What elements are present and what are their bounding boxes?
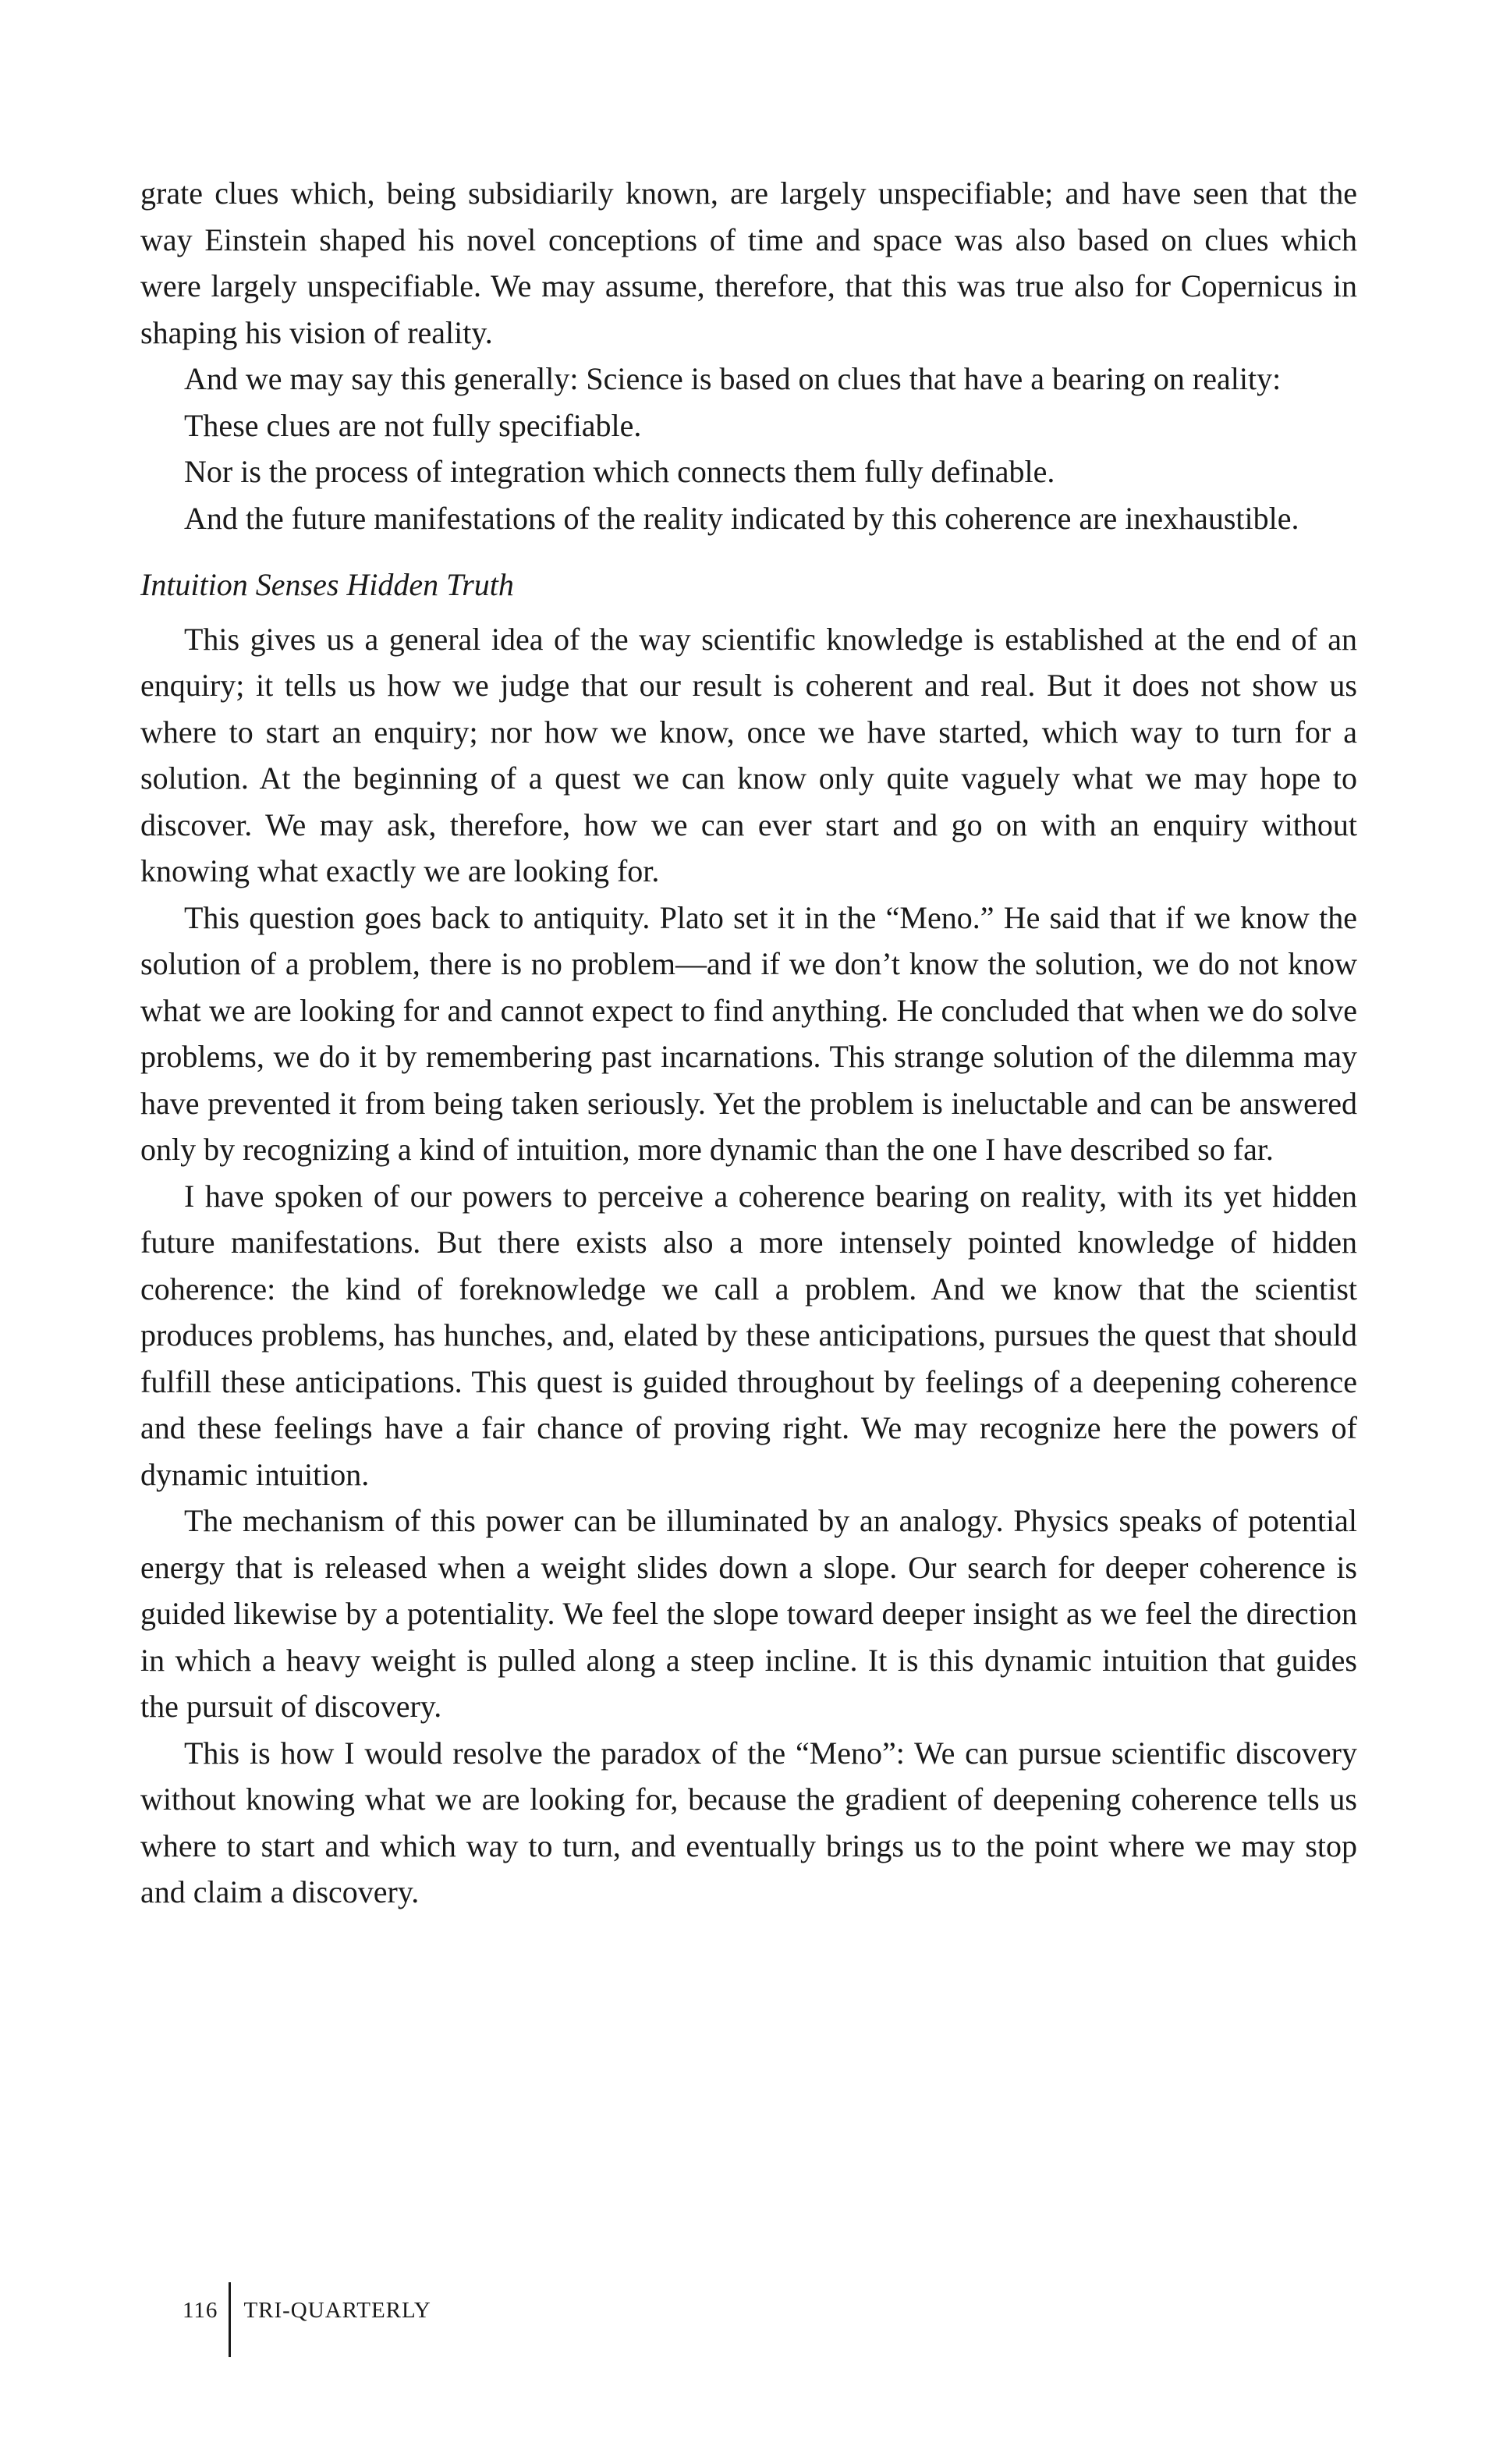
body-text: [140, 170, 1357, 1916]
page-footer: [183, 2282, 431, 2360]
paragraph: The mechanism of this power can be illuminated by an analogy. Physics speaks of potential energy that is released when a weight slides down a slope. Our search for deeper coherence is guided likewise by a potentiality. We feel the slope toward deeper insight as we feel the direction in which a heavy weight is pulled along a steep incline. It is this dynamic intuition that guides the pursuit of discovery.: [140, 1503, 1357, 1724]
paragraph: grate clues which, being subsidiarily known, are largely unspecifiable; and have seen that the way Einstein shaped his novel conceptions of time and space was also based on clues which were largely unspecifiable. We may assume, therefore, that this was true also for Copernicus in shaping his vision of reality.: [140, 175, 1357, 350]
paragraph: This question goes back to antiquity. Plato set it in the “Meno.” He said that if we know the solution of a problem, there is no problem—and if we don’t know the solution, we do not know what we are looking for and cannot expect to find anything. He concluded that when we do solve problems, we do it by remembering past incarnations. This strange solution of the dilemma may have prevented it from being taken seriously. Yet the problem is ineluctable and can be answered only by recognizing a kind of intuition, more dynamic than the one I have described so far.: [140, 899, 1357, 1167]
paragraph: And we may say this generally: Science is based on clues that have a bearing on reality:: [184, 361, 1282, 396]
paragraph: I have spoken of our powers to perceive a coherence bearing on reality, with its yet hidden future manifestations. But there exists also a more intensely pointed knowledge of hidden coherence: the kind of foreknowledge we call a problem. And we know that the scientist produces problems, has hunches, and, elated by these anticipations, pursues the quest that should fulfill these anticipations. This quest is guided throughout by feelings of a deepening coherence and these feelings have a fair chance of proving right. We may recognize here the powers of dynamic intuition.: [140, 1178, 1357, 1492]
paragraph: This gives us a general idea of the way scientific knowledge is established at the end of an enquiry; it tells us how we judge that our result is coherent and real. But it does not show us where to start an enquiry; nor how we know, once we have started, which way to turn for a solution. At the beginning of a quest we can know only quite vaguely what we may hope to discover. We may ask, therefore, how we can ever start and go on with an enquiry without knowing what exactly we are looking for.: [140, 621, 1357, 888]
page-number: 116: [183, 2298, 218, 2323]
paragraph: This is how I would resolve the paradox of the “Meno”: We can pursue scientific discovery without knowing what we are looking for, because the gradient of deepening coherence tells us where to start and which way to turn, and eventually brings us to the point where we may stop and claim a discovery.: [140, 1735, 1357, 1909]
paragraph: Nor is the process of integration which connects them fully definable.: [184, 454, 1055, 489]
journal-title: TRI-QUARTERLY: [243, 2298, 431, 2323]
paragraph: These clues are not fully specifiable.: [184, 407, 642, 443]
paragraph: And the future manifestations of the reality indicated by this coherence are inexhaustible.: [184, 500, 1299, 536]
section-heading: Intuition Senses Hidden Truth: [140, 567, 514, 602]
